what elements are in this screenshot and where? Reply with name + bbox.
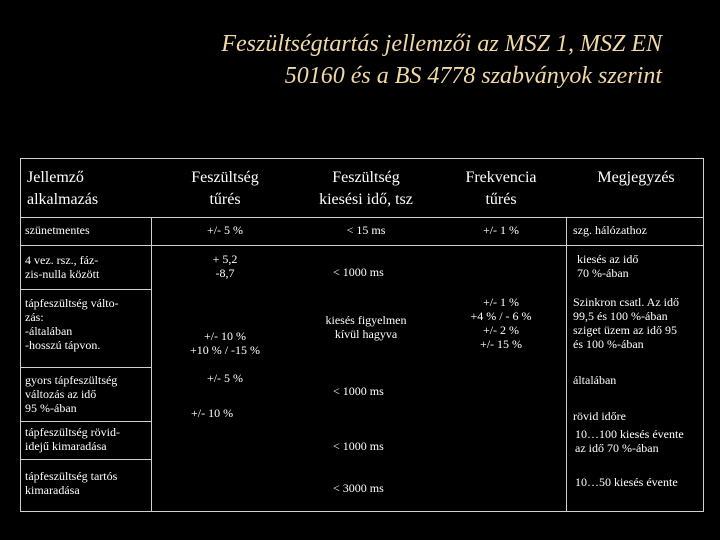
slide-title [120, 28, 662, 92]
cell-row5-remark: 10…100 kiesés évente az idő 70 %-ában [575, 427, 684, 455]
cell-row4-voltage: +/- 5 % [206, 371, 244, 385]
cell-row3-frequency: +/- 1 % +4 % / - 6 % +/- 2 % +/- 15 % [470, 295, 532, 351]
slide-title-line-1: Feszültségtartás jellemzői az MSZ 1, MSZ EN [221, 31, 662, 57]
grid-line [21, 217, 703, 218]
header-remark: Megjegyzés [597, 169, 675, 186]
cell-row1-frequency: +/- 1 % [482, 223, 520, 237]
header-frequency-tolerance: Frekvencia tűrés [465, 169, 537, 208]
header-voltage-tolerance: Feszültség tűrés [191, 169, 259, 208]
grid-line [21, 459, 151, 460]
cell-row1-remark: szg. hálózathoz [573, 223, 647, 237]
cell-row1-voltage: +/- 5 % [206, 223, 244, 237]
cell-row4-characteristic: gyors tápfeszültség változás az idő 95 %-ában [25, 373, 118, 415]
cell-row5-characteristic: tápfeszültség rövid- idejű kimaradása [25, 425, 120, 453]
cell-row4-outage: < 1000 ms [333, 384, 384, 398]
cell-row1-outage: < 15 ms [346, 223, 386, 237]
grid-line [21, 289, 151, 290]
cell-row6-remark: 10…50 kiesés évente [575, 475, 678, 489]
cell-row4-remark-secondary: rövid időre [573, 409, 626, 423]
cell-row4-voltage-secondary: +/- 10 % [191, 406, 234, 420]
cell-row1-characteristic: szünetmentes [25, 223, 90, 237]
cell-row6-characteristic: tápfeszültség tartós kimaradása [25, 469, 118, 497]
grid-line [566, 217, 567, 511]
header-outage-time: Feszültség kiesési idő, tsz [319, 169, 413, 208]
cell-row5-outage: < 1000 ms [333, 439, 384, 453]
cell-row3-remark: Szinkron csatl. Az idő 99,5 és 100 %-ában sziget üzem az idő 95 és 100 %-ában [573, 295, 679, 351]
cell-row3-characteristic: tápfeszültség válto- zás: -általában -hosszú tápvon. [25, 296, 119, 352]
cell-row2-outage: < 1000 ms [333, 265, 384, 279]
slide-title-line-2: 50160 és a BS 4778 szabványok szerint [284, 63, 662, 89]
cell-row2-voltage: + 5,2 -8,7 [212, 252, 238, 280]
cell-row4-remark: általában [573, 373, 617, 387]
cell-row2-characteristic: 4 vez. rsz., fáz- zis-nulla között [25, 253, 100, 281]
cell-row6-outage: < 3000 ms [333, 481, 384, 495]
grid-line [21, 367, 151, 368]
grid-line [21, 421, 151, 422]
header-characteristic: Jellemző alkalmazás [27, 169, 99, 208]
cell-row3-voltage: +/- 10 % +10 % / -15 % [189, 329, 261, 357]
grid-line [21, 245, 703, 246]
cell-row2-remark: kiesés az idő 70 %-ában [577, 252, 639, 280]
standards-table [20, 158, 704, 512]
cell-row3-outage: kiesés figyelmen kívül hagyva [325, 313, 407, 341]
grid-line [151, 217, 152, 511]
